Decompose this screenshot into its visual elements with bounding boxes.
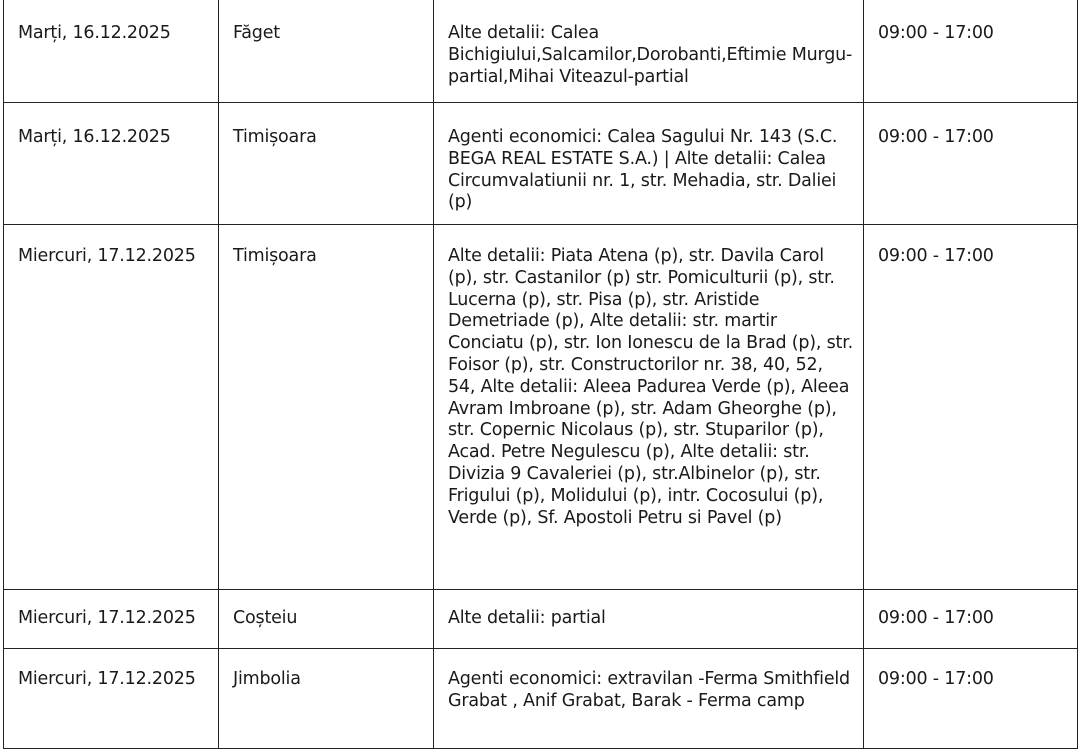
locality-cell: Jimbolia [219, 649, 434, 749]
interval-cell: 09:00 - 17:00 [864, 103, 1078, 225]
interval-cell: 09:00 - 17:00 [864, 590, 1078, 649]
details-cell: Alte detalii: Piata Atena (p), str. Davila Carol (p), str. Castanilor (p) str. Pomiculturii (p), str. Lucerna (p), str. Pisa (p), str. Aristide Demetriade (p), Alte detalii: str. martir Conciatu (p), str. Ion Ionescu de la Brad (p), str. Foisor (p), str. Constructorilor nr. 38, 40, 52, 54, Alte detalii: Aleea Padurea Verde (p), Aleea Avram Imbroane (p), str. Adam Gheorghe (p), str. Copernic Nicolaus (p), str. Stuparilor (p), Acad. Petre Negulescu (p), Alte detalii: str. Divizia 9 Cavaleriei (p), str.Albinelor (p), str. Frigului (p), Molidului (p), intr. Cocosului (p), Verde (p), Sf. Apostoli Petru si Pavel (p) [434, 225, 864, 590]
interval-cell: 09:00 - 17:00 [864, 649, 1078, 749]
details-cell: Agenti economici: extravilan -Ferma Smithfield Grabat , Anif Grabat, Barak - Ferma camp [434, 649, 864, 749]
details-cell: Agenti economici: Calea Sagului Nr. 143 (S.C. BEGA REAL ESTATE S.A.) | Alte detalii: Calea Circumvalatiunii nr. 1, str. Mehadia, str. Daliei (p) [434, 103, 864, 225]
date-cell: Marți, 16.12.2025 [4, 103, 219, 225]
date-cell: Marți, 16.12.2025 [4, 0, 219, 103]
interval-cell: 09:00 - 17:00 [864, 225, 1078, 590]
outage-schedule-table [3, 0, 1078, 749]
locality-cell: Coșteiu [219, 590, 434, 649]
table-row [4, 225, 1078, 590]
date-cell: Miercuri, 17.12.2025 [4, 225, 219, 590]
locality-cell: Timișoara [219, 225, 434, 590]
table-row [4, 103, 1078, 225]
interval-cell: 09:00 - 17:00 [864, 0, 1078, 103]
details-cell: Alte detalii: Calea Bichigiului,Salcamilor,Dorobanti,Eftimie Murgu-partial,Mihai Viteazul-partial [434, 0, 864, 103]
table-row [4, 590, 1078, 649]
table-row [4, 649, 1078, 749]
details-cell: Alte detalii: partial [434, 590, 864, 649]
table-row [4, 0, 1078, 103]
locality-cell: Timișoara [219, 103, 434, 225]
locality-cell: Făget [219, 0, 434, 103]
date-cell: Miercuri, 17.12.2025 [4, 649, 219, 749]
date-cell: Miercuri, 17.12.2025 [4, 590, 219, 649]
